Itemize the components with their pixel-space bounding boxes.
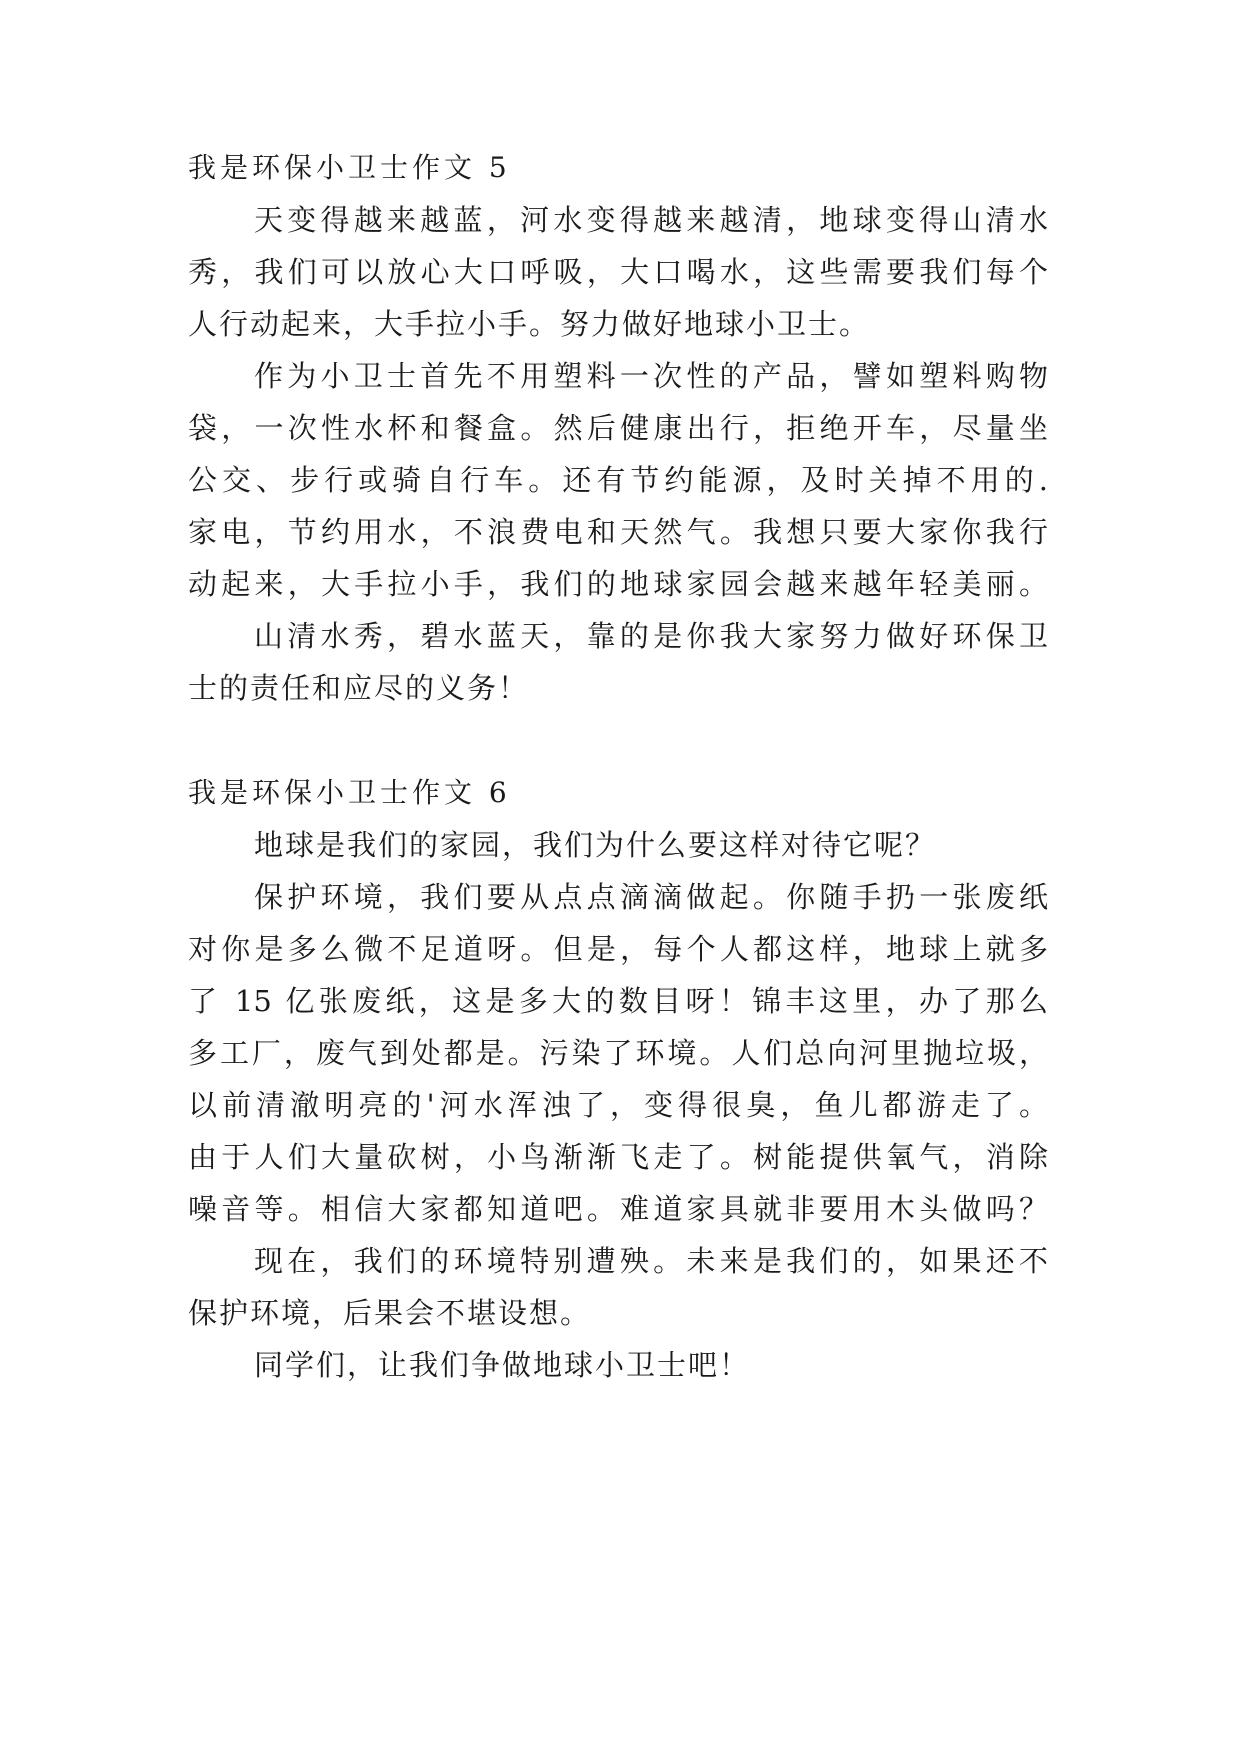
essay-6-line-3: 对你是多么微不足道呀。但是，每个人都这样，地球上就多 bbox=[188, 932, 1048, 966]
essay-6-line-4: 了 15 亿张废纸，这是多大的数目呀！锦丰这里，办了那么 bbox=[188, 984, 1048, 1018]
essay-5-line-9: 山清水秀，碧水蓝天，靠的是你我大家努力做好环保卫 bbox=[254, 619, 1048, 653]
essay-5-line-1: 天变得越来越蓝，河水变得越来越清，地球变得山清水 bbox=[254, 203, 1048, 237]
essay-6-line-6: 以前清澈明亮的'河水浑浊了，变得很臭，鱼儿都游走了。 bbox=[188, 1088, 1048, 1122]
essay-5-line-3: 人行动起来，大手拉小手。努力做好地球小卫士。 bbox=[188, 307, 871, 341]
essay-5-line-10: 士的责任和应尽的义务！ bbox=[188, 671, 530, 705]
essay-6-line-2: 保护环境，我们要从点点滴滴做起。你随手扔一张废纸 bbox=[254, 880, 1048, 914]
essay-5-title: 我是环保小卫士作文 5 bbox=[188, 151, 511, 184]
essay-5-line-4: 作为小卫士首先不用塑料一次性的产品，譬如塑料购物 bbox=[254, 359, 1048, 393]
essay-6-line-9: 现在，我们的环境特别遭殃。未来是我们的，如果还不 bbox=[254, 1244, 1048, 1278]
essay-5-line-7: 家电，节约用水，不浪费电和天然气。我想只要大家你我行 bbox=[188, 515, 1048, 549]
essay-6-line-11: 同学们，让我们争做地球小卫士吧！ bbox=[254, 1348, 751, 1382]
essay-6-line-8: 噪音等。相信大家都知道吧。难道家具就非要用木头做吗？ bbox=[188, 1192, 1048, 1226]
essay-6-title: 我是环保小卫士作文 6 bbox=[188, 776, 511, 809]
essay-5-line-2: 秀，我们可以放心大口呼吸，大口喝水，这些需要我们每个 bbox=[188, 255, 1048, 289]
essay-6-line-5: 多工厂，废气到处都是。污染了环境。人们总向河里抛垃圾， bbox=[188, 1036, 1048, 1070]
essay-6-line-7: 由于人们大量砍树，小鸟渐渐飞走了。树能提供氧气，消除 bbox=[188, 1140, 1048, 1174]
essay-6-line-1: 地球是我们的家园，我们为什么要这样对待它呢？ bbox=[254, 828, 937, 862]
essay-5-line-6: 公交、步行或骑自行车。还有节约能源，及时关掉不用的. bbox=[188, 463, 1048, 497]
essay-5-line-8: 动起来，大手拉小手，我们的地球家园会越来越年轻美丽。 bbox=[188, 567, 1048, 601]
essay-5-line-5: 袋，一次性水杯和餐盒。然后健康出行，拒绝开车，尽量坐 bbox=[188, 411, 1048, 445]
essay-6-line-10: 保护环境，后果会不堪设想。 bbox=[188, 1296, 592, 1330]
